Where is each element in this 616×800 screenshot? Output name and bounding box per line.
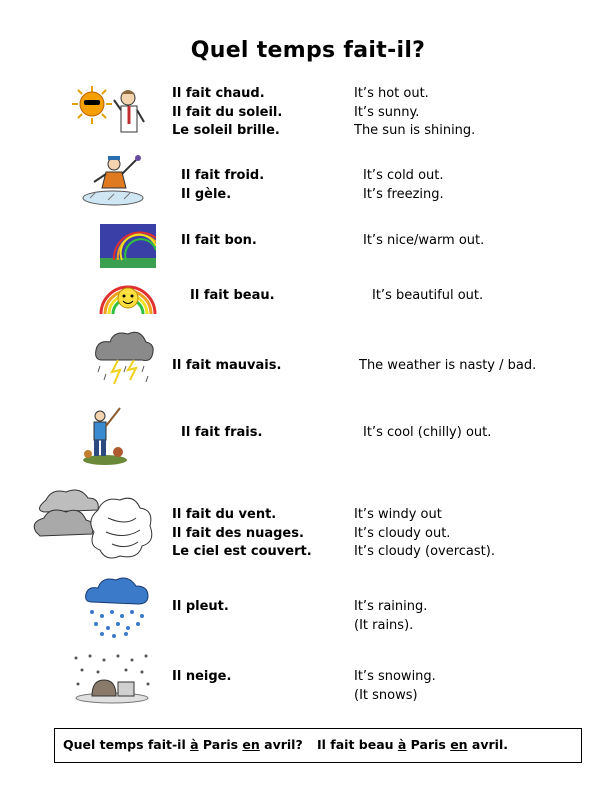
french-phrase: Il fait beau.: [190, 288, 275, 303]
snow-icon: [70, 652, 154, 704]
rain-cloud-icon: [82, 576, 154, 638]
french-phrase: Il gèle.: [181, 186, 232, 202]
english-translation: It’s hot out.: [354, 86, 429, 101]
cold-freezing-icon: [80, 152, 146, 206]
english-translation: (It rains).: [354, 617, 414, 633]
example-box: [54, 728, 582, 763]
example-answer-part: avril.: [467, 737, 508, 752]
english-translation: It’s freezing.: [363, 186, 444, 202]
english-translation: It’s cloudy out.: [354, 525, 451, 541]
example-question-part: avril?: [259, 737, 303, 752]
underlined-preposition: en: [450, 737, 468, 752]
example-question-part: Paris: [198, 737, 243, 752]
smiling-sun-rainbow-icon: [97, 278, 159, 314]
french-phrase: Il fait frais.: [181, 425, 263, 440]
french-phrase: Le soleil brille.: [172, 123, 280, 138]
english-translation: It’s cold out.: [363, 168, 444, 183]
hot-sun-icon: [70, 84, 160, 142]
example-question: [63, 737, 303, 752]
french-phrase: Il fait chaud.: [172, 86, 265, 101]
example-answer-part: Paris: [406, 737, 451, 752]
cool-day-person-icon: [80, 404, 130, 466]
french-phrase: Il fait mauvais.: [172, 358, 282, 373]
english-translation: It’s raining.: [354, 599, 428, 614]
english-translation: It’s windy out: [354, 507, 442, 522]
french-phrase: Le ciel est couvert.: [172, 544, 312, 559]
underlined-preposition: à: [397, 737, 407, 752]
french-phrase: Il fait du vent.: [172, 507, 277, 522]
french-phrase: Il fait des nuages.: [172, 525, 304, 541]
underlined-preposition: en: [242, 737, 260, 752]
english-translation: The sun is shining.: [354, 123, 476, 138]
french-phrase: Il pleut.: [172, 599, 229, 614]
example-question-part: Quel temps fait-il: [63, 737, 191, 752]
windy-clouds-icon: [30, 488, 158, 568]
french-phrase: Il fait froid.: [181, 168, 265, 183]
english-translation: It’s cool (chilly) out.: [363, 425, 492, 440]
english-translation: It’s snowing.: [354, 669, 436, 684]
english-translation: It’s cloudy (overcast).: [354, 544, 495, 559]
underlined-preposition: à: [190, 737, 199, 752]
english-translation: The weather is nasty / bad.: [359, 358, 537, 373]
english-translation: It’s nice/warm out.: [363, 233, 485, 248]
french-phrase: Il fait bon.: [181, 233, 257, 248]
english-translation: It’s sunny.: [354, 104, 420, 120]
storm-cloud-icon: [92, 326, 156, 388]
example-answer: [317, 737, 508, 752]
french-phrase: Il fait du soleil.: [172, 104, 283, 120]
english-translation: It’s beautiful out.: [372, 288, 484, 303]
english-translation: (It snows): [354, 687, 418, 703]
rainbow-icon: [100, 224, 156, 268]
page-title: Quel temps fait-il?: [190, 38, 426, 63]
french-phrase: Il neige.: [172, 669, 232, 684]
example-answer-part: Il fait beau: [317, 737, 398, 752]
